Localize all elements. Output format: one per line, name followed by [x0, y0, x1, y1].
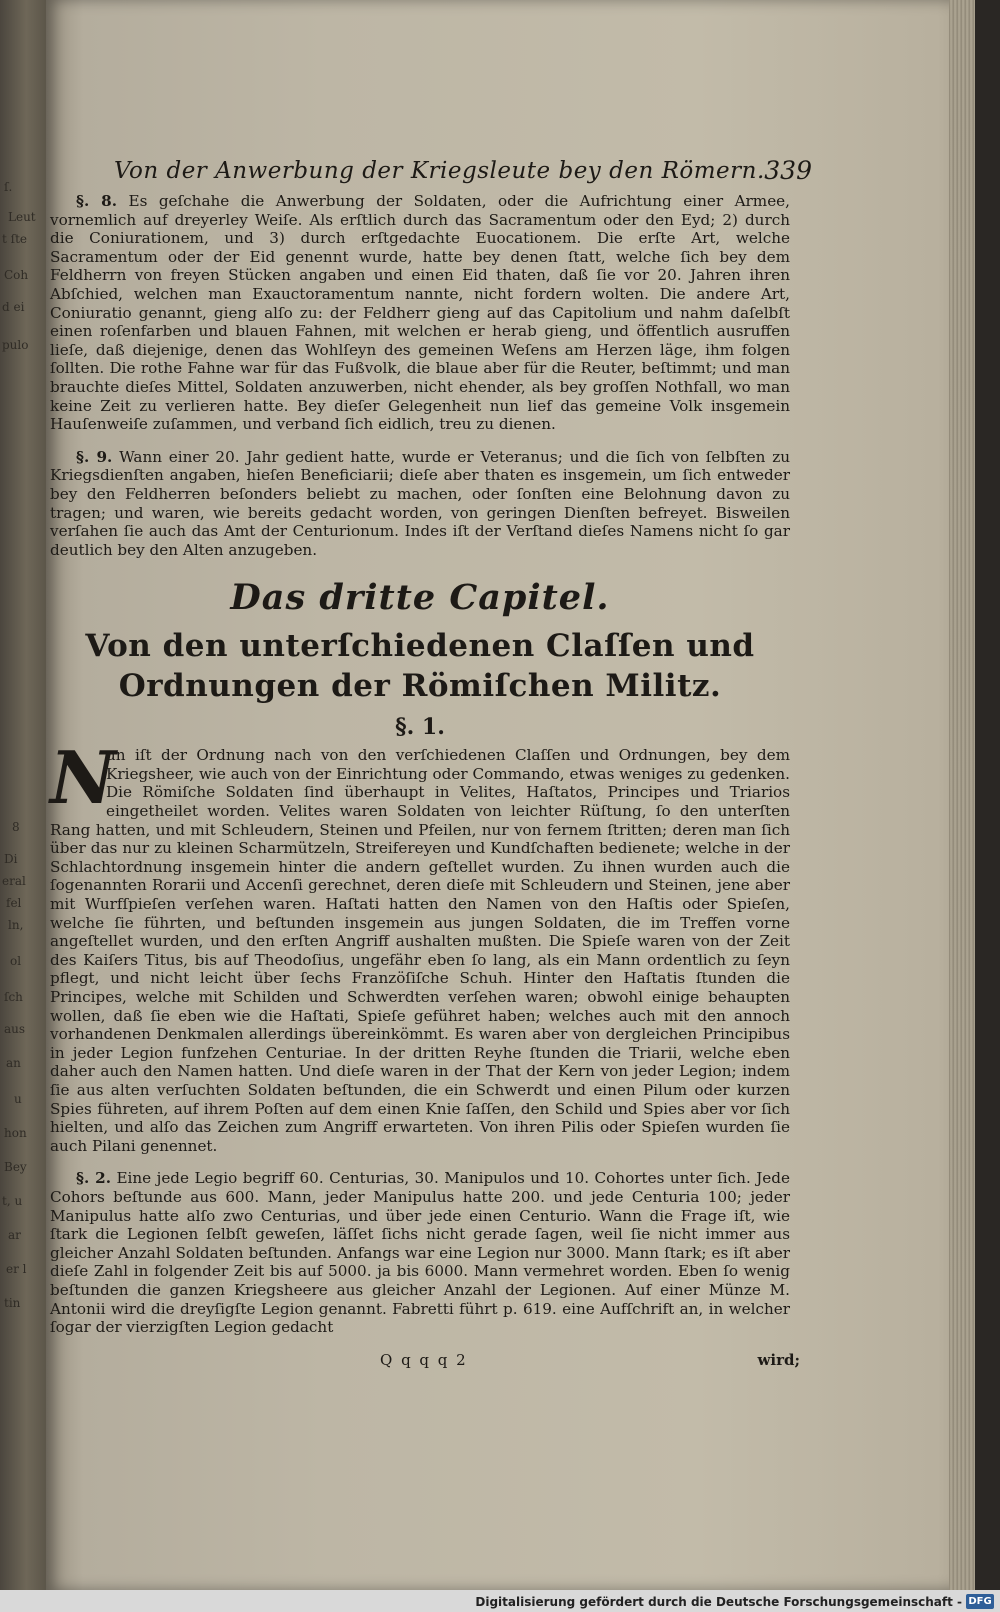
- paragraph-9: [50, 448, 790, 560]
- edge-fragment: ſch: [4, 990, 23, 1004]
- edge-fragment: ol: [10, 954, 22, 968]
- signature-mark: Q q q q 2: [380, 1350, 468, 1369]
- edge-fragment: d ei: [2, 300, 25, 314]
- edge-fragment: t ſte: [2, 232, 28, 246]
- chapter-heading: Das dritte Capitel.: [230, 577, 610, 619]
- edge-fragment: an: [6, 1056, 21, 1070]
- edge-fragment: Di: [4, 852, 18, 866]
- edge-fragment: Coh: [4, 268, 29, 282]
- dfg-logo-icon: DFG: [966, 1594, 994, 1609]
- edge-fragment: er l: [6, 1262, 27, 1276]
- drop-cap: N: [50, 735, 116, 821]
- edge-fragment: Leut: [8, 210, 36, 224]
- section-number: §. 1.: [395, 714, 445, 741]
- edge-fragment: pulo: [2, 338, 29, 352]
- edge-fragment: aus: [4, 1022, 26, 1036]
- chapter-subtitle: Von den unterſchiedenen Claſſen und Ordnungen der Römiſchen Militz.: [85, 628, 755, 705]
- catchword: wird;: [757, 1350, 800, 1369]
- edge-fragment: Bey: [4, 1160, 27, 1174]
- edge-fragment: ſ.: [4, 180, 13, 194]
- edge-fragment: ln,: [8, 918, 24, 932]
- edge-fragment: 8: [12, 820, 20, 834]
- paragraph-text: Wann einer 20. Jahr gedient hatte, wurde er Veteranus; und die ſich von ſelbſten zu Kriegsdienſten angaben, hieſen Beneficiarii; dieſe aber thaten es insgemein, um ſich entweder bey den Feldherren beſonders beliebt zu machen, oder ſonſten eine Belohnung davon zu tragen; und waren, wie bereits gedacht worden, von geringen Dienſten befreyet. Bisweilen verſahen ſie auch das Amt der Centurionum. Indes iſt der Verſtand dieſes Namens nicht ſo gar deutlich bey den Alten anzugeben.: [50, 447, 790, 559]
- edge-fragment: eral: [2, 874, 26, 888]
- running-title: Von der Anwerbung der Kriegsleute bey den Römern.: [114, 158, 765, 184]
- digitization-credit: Digitalisierung gefördert durch die Deutsche Forschungsgemeinschaft -: [475, 1595, 962, 1609]
- paragraph-8: [50, 192, 790, 434]
- running-head: [114, 150, 812, 192]
- page-number: 339: [764, 156, 812, 185]
- edge-fragment: ar: [8, 1228, 21, 1242]
- paragraph-text: un iſt der Ordnung nach von den verſchiedenen Claſſen und Ordnungen, bey dem Kriegsheer, wie auch von der Einrichtung oder Commando, etwas weniges zu gedenken. Die Römiſche Soldaten ſind überhaupt in Velites, Haſtatos, Principes und Triarios eingetheilet worden. Velites waren Soldaten von leichter Rüſtung, ſo den unterſten Rang hatten, und mit Schleudern, Steinen und Pfeilen, nur von fernem ſtritten; deren man ſich über das nur zu kleinen Scharmützeln, Streifereyen und Kundſchaften bedienete; welche in der Schlachtordnung insgemein hinter die andern geſtellet wurden. Zu ihnen wurden auch die ſogenannten Rorarii und Accenſi gerechnet, deren dieſe mit Schleudern und Steinen, jene aber mit Wurfſpieſen verſehen waren. Haſtati hatten den Namen von den Haſtis oder Spieſen, welche ſie führten, und beſtunden insgemein aus jungen Soldaten, die im Treffen vorne angeſtellet wurden, und den erſten Angriff aushalten mußten. Die Spieſe waren von der Zeit des Kaiſers Titus, bis auf Theodoſius, ungefähr eben ſo lang, als ein Mann ordentlich zu ſeyn pflegt, und nicht leicht über ſechs Franzöſiſche Schuh. Hinter den Haſtatis ſtunden die Principes, welche mit Schilden und Schwerdten verſehen waren; obwohl einige behaupten wollen, daß ſie eben wie die Haſtati, Spieſe geführet haben; welches auch mit den annoch vorhandenen Denkmalen allerdings übereinkömmt. Es waren aber von dergleichen Principibus in jeder Legion funfzehen Centuriae. In der dritten Reyhe ſtunden die Triarii, welche eben daher auch den Namen hatten. Und dieſe waren in der That der Kern von jeder Legion; indem ſie aus alten verſuchten Soldaten beſtunden, die ein Schwerdt und einen Pilum oder kurzen Spies führeten, auf ihrem Poſten auf dem einen Knie ſaſſen, den Schild und Spies aber vor ſich hielten, und alſo das Zeichen zum Angriff erwarteten. Von ihren Pilis oder Spieſen wurden ſie auch Pilani genennet.: [50, 746, 790, 1155]
- edge-fragment: tin: [4, 1296, 21, 1310]
- section-mark: §. 9.: [76, 447, 113, 466]
- paragraph-text: Eine jede Legio begriff 60. Centurias, 30. Manipulos und 10. Cohortes unter ſich. Jede Cohors beſtunde aus 600. Mann, jeder Manipulus hatte 200. und jede Centuria 100; jeder Manipulus hatte alſo zwo Centurias, und über jede einen Centurio. Wann die Frage iſt, wie ſtark die Legionen ſelbſt geweſen, läſſet ſichs nicht gerade ſagen, weil ſie nicht immer aus gleicher Anzahl Soldaten beſtunden. Anfangs war eine Legion nur 3000. Mann ſtark; es iſt aber dieſe Zahl in folgender Zeit bis auf 5000. ja bis 6000. Mann vermehret worden. Eben ſo wenig beſtunden die ganzen Kriegsheere aus gleicher Anzahl der Legionen. Auf einer Münze M. Antonii wird die dreyſigſte Legion genannt. Fabretti führt p. 619. eine Aufſchrift an, in welcher ſogar der vierzigſten Legion gedacht: [50, 1169, 791, 1337]
- page-stack-edge: [949, 0, 975, 1590]
- section-mark: §. 2.: [76, 1169, 111, 1188]
- section-1-paragraph: [50, 735, 790, 1155]
- footer-bar: [0, 1590, 1000, 1612]
- paragraph-text: Es geſchahe die Anwerbung der Soldaten, oder die Aufrichtung einer Armee, vornemlich auf dreyerley Weiſe. Als erſtlich durch das Sacramentum oder den Eyd; 2) durch die Coniurationem, und 3) durch erſtgedachte Euocationem. Die erſte Art, welche Sacramentum oder der Eid genennt wurde, hatte bey denen ſtatt, welche ſich bey dem Feldherrn von freyen Stücken angaben und einen Eid thaten, daß ſie vor 20. Jahren ihren Abſchied, welchen man Exauctoramentum nannte, nicht fordern wolten. Die andere Art, Coniuratio genannt, gieng alſo zu: der Feldherr gieng auf das Capitolium und nahm daſelbſt einen roſenfarben und blauen Fahnen, mit welchen er herab gieng, und öffentlich ausruffen lieſe, daß diejenige, denen das Wohlſeyn des gemeinen Weſens am Herzen läge, ihm folgen ſollten. Die rothe Fahne war für das Fußvolk, die blaue aber für die Reuter, beſtimmt; und man brauchte dieſes Mittel, Soldaten anzuwerben, nicht ehender, als bey groſſen Nothfall, wo man keine Zeit zu verlieren hatte. Bey dieſer Gelegenheit nun lief das gemeine Volk insgemein Hauſenweiſe zuſammen, und verband ſich eidlich, treu zu dienen.: [50, 192, 791, 434]
- paragraph-2: [50, 1169, 790, 1336]
- section-mark: §. 8.: [76, 192, 118, 210]
- edge-fragment: fel: [6, 896, 22, 910]
- left-page-edge: [0, 0, 48, 1612]
- edge-fragment: u: [14, 1092, 22, 1106]
- page-content: [50, 150, 812, 1375]
- edge-fragment: hon: [4, 1126, 27, 1140]
- edge-fragment: t, u: [2, 1194, 23, 1208]
- page-footer: [50, 1350, 800, 1375]
